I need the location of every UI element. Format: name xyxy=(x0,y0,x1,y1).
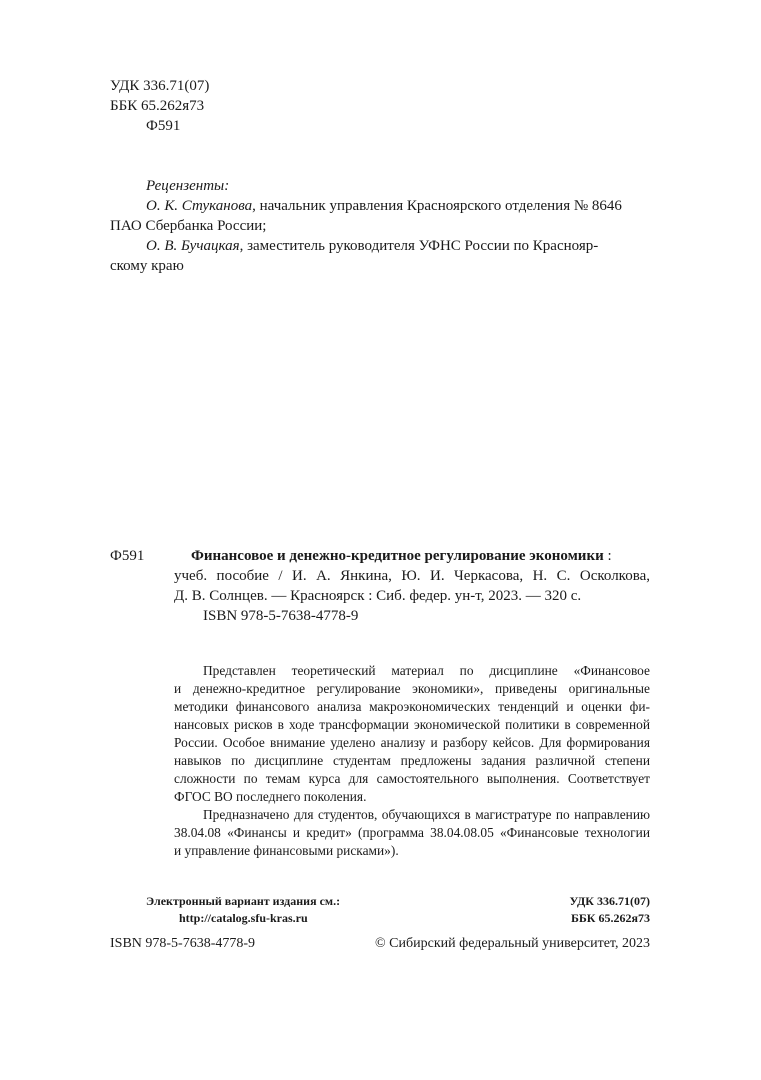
reviewer-1-position-cont: ПАО Сбербанка России; xyxy=(110,218,267,234)
annotation-line: навыков по дисциплине студентам предложены задания различной степени xyxy=(174,753,650,768)
author-mark: Ф591 xyxy=(146,118,181,134)
reviewers-heading: Рецензенты: xyxy=(146,178,230,194)
annotation-line: сложности по темам курса для самостоятельного выполнения. Соответствует xyxy=(174,771,650,786)
annotation-line: нансовых рисков в ходе трансформации экономической политики в современной xyxy=(174,717,650,732)
catalog-author-mark: Ф591 xyxy=(110,548,145,564)
reviewer-2 xyxy=(146,236,598,256)
reviewer-2-position: , заместитель руководителя УФНС России по Краснояр- xyxy=(239,238,599,254)
reviewer-2-position-cont: скому краю xyxy=(110,258,184,274)
catalog-isbn: ISBN 978-5-7638-4778-9 xyxy=(203,608,359,624)
book-title: Финансовое и денежно-кредитное регулирование экономики xyxy=(191,548,604,564)
annotation-line: ФГОС ВО последнего поколения. xyxy=(174,789,367,804)
udk-code: УДК 336.71(07) xyxy=(110,78,210,94)
reviewer-1-name: О. К. Стуканова xyxy=(146,198,253,214)
electronic-version-url[interactable]: http://catalog.sfu-kras.ru xyxy=(179,911,308,925)
annotation-line: Представлен теоретический материал по дисциплине «Финансовое xyxy=(203,663,650,678)
catalog-description-line: учеб. пособие / И. А. Янкина, Ю. И. Черкасова, Н. С. Осколкова, xyxy=(174,568,650,584)
footer-isbn: ISBN 978-5-7638-4778-9 xyxy=(110,936,256,951)
bbk-code: ББК 65.262я73 xyxy=(110,98,205,114)
annotation-line: и управление финансовыми рисками»). xyxy=(174,843,399,858)
annotation xyxy=(174,662,650,860)
annotation-line: и денежно-кредитное регулирование экономики», приведены оригинальные xyxy=(174,681,650,696)
reviewer-1-position: , начальник управления Красноярского отделения № 8646 xyxy=(252,198,622,214)
catalog-title-line xyxy=(191,546,612,566)
footer-bbk: ББК 65.262я73 xyxy=(570,911,650,925)
footer-udk: УДК 336.71(07) xyxy=(569,894,650,908)
reviewer-2-name: О. В. Бучацкая xyxy=(146,238,240,254)
annotation-line: 38.04.08 «Финансы и кредит» (программа 38.04.08.05 «Финансовые технологии xyxy=(174,825,650,840)
reviewer-1 xyxy=(146,196,622,216)
catalog-publisher-line: Д. В. Солнцев. — Красноярск : Сиб. федер. ун-т, 2023. — 320 с. xyxy=(174,588,582,604)
annotation-line: Предназначено для студентов, обучающихся в магистратуре по направлению xyxy=(203,807,650,822)
annotation-line: России. Особое внимание уделено анализу и разбору кейсов. Для формирования xyxy=(174,735,650,750)
title-separator: : xyxy=(603,548,612,564)
electronic-version-label: Электронный вариант издания см.: xyxy=(146,894,341,908)
copyright: © Сибирский федеральный университет, 2023 xyxy=(375,936,650,951)
annotation-line: методики финансового анализа макроэкономических тенденций и оценки фи- xyxy=(174,699,650,714)
